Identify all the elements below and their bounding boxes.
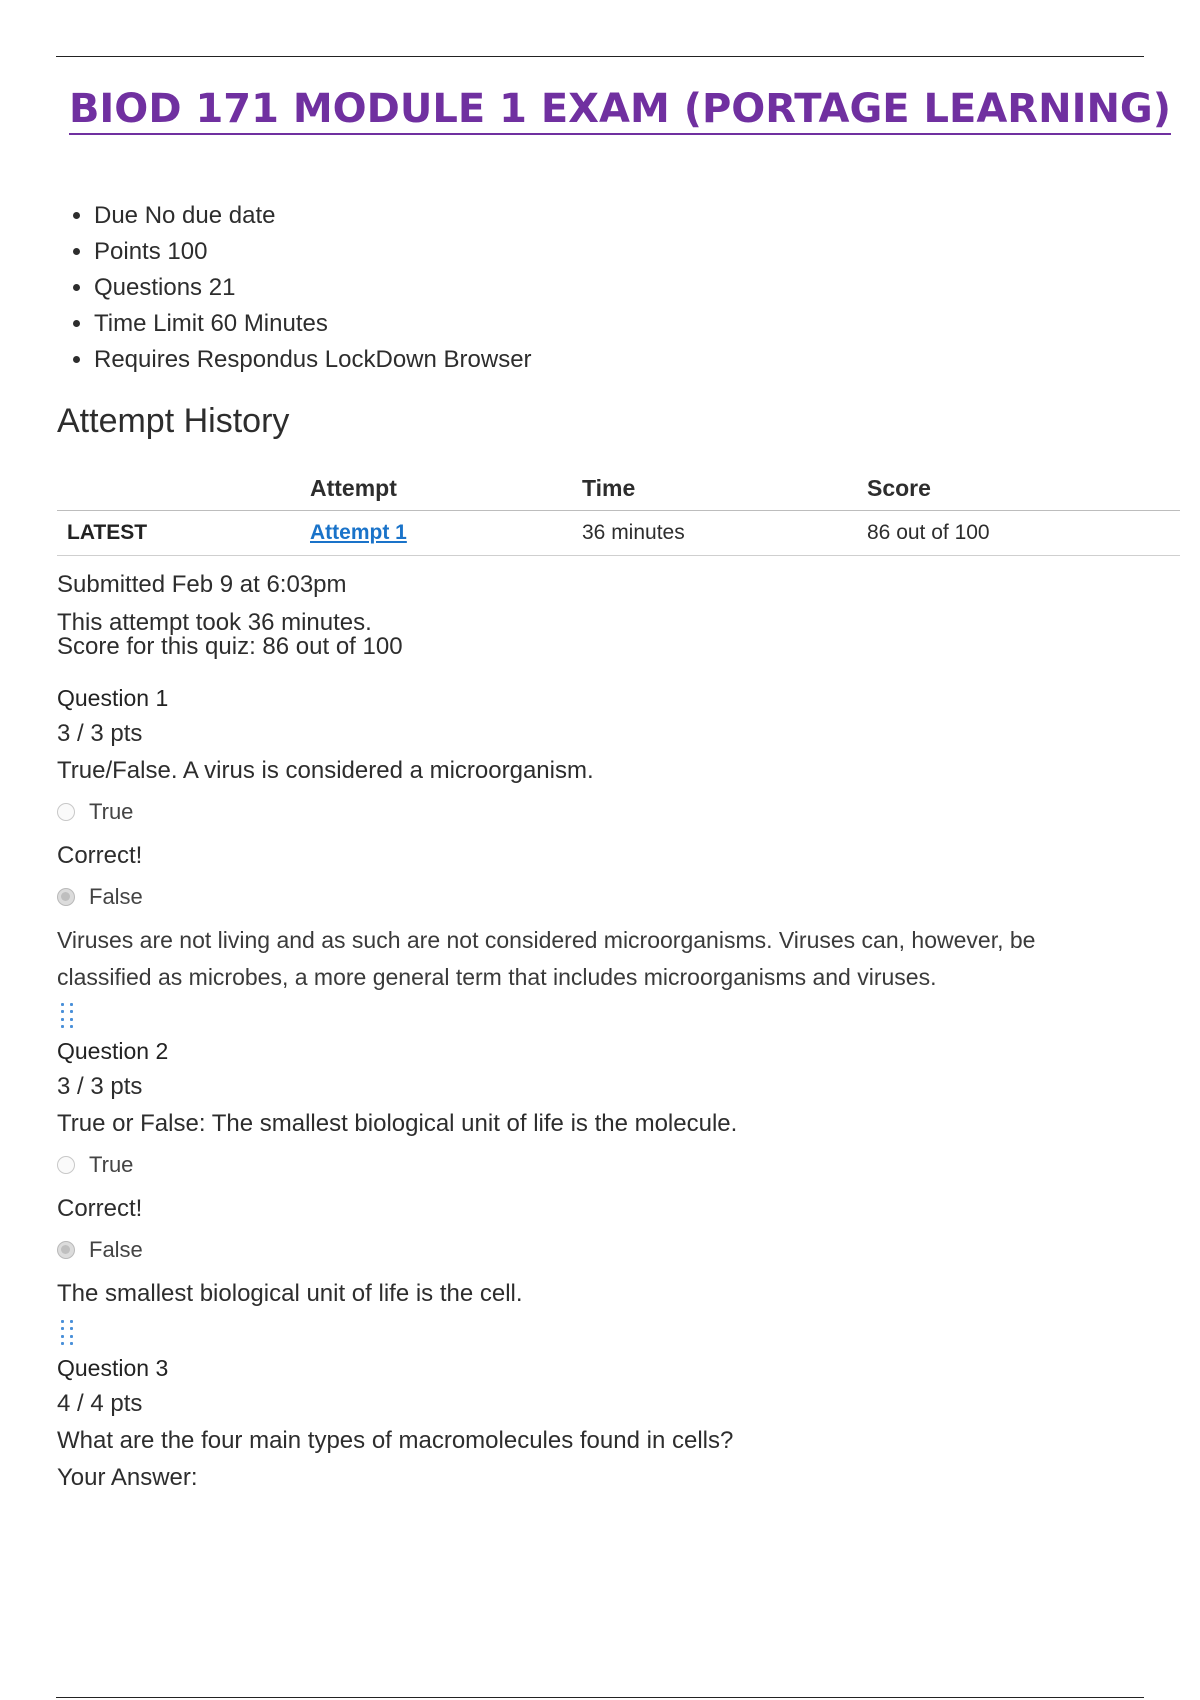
question-3-label: Question 3 (57, 1355, 169, 1381)
table-header-row (57, 470, 1180, 511)
question-1-points: 3 / 3 pts (57, 720, 143, 747)
option-label: False (89, 1237, 143, 1262)
option-label: True (89, 799, 134, 824)
option-label: True (89, 1152, 134, 1177)
points-item: • Points 100 (94, 234, 532, 270)
quiz-score-text: Score for this quiz: 86 out of 100 (57, 633, 403, 660)
question-1-explanation: Viruses are not living and as such are not considered microorganisms. Viruses can, however, be classified as microbes, a more general term that includes microorganisms and viruses. (57, 927, 1036, 990)
column-header-score: Score (867, 470, 1180, 511)
quiz-details-list (58, 198, 532, 378)
top-rule (56, 56, 1144, 57)
question-1-option-true[interactable] (57, 799, 133, 825)
question-2-points: 3 / 3 pts (57, 1073, 143, 1100)
questions-count-item: • Questions 21 (94, 270, 532, 306)
column-header-time: Time (582, 470, 867, 511)
attempt-time: 36 minutes (582, 511, 867, 556)
question-3-points: 4 / 4 pts (57, 1390, 143, 1417)
radio-selected-icon[interactable] (57, 1241, 75, 1259)
table-row (57, 511, 1180, 556)
question-2-option-true[interactable] (57, 1152, 133, 1178)
attempt-history-heading: Attempt History (57, 402, 290, 440)
submitted-text: Submitted Feb 9 at 6:03pm (57, 571, 347, 598)
attempt-score: 86 out of 100 (867, 511, 1180, 556)
lockdown-browser-item: • Requires Respondus LockDown Browser (94, 342, 532, 378)
radio-selected-icon[interactable] (57, 888, 75, 906)
duration-text: This attempt took 36 minutes. (57, 609, 372, 636)
question-2-text: True or False: The smallest biological unit of life is the molecule. (57, 1110, 738, 1137)
question-1-correct-label: Correct! (57, 842, 143, 869)
question-3-text: What are the four main types of macromolecules found in cells? (57, 1427, 734, 1454)
attempt-1-link[interactable]: Attempt 1 (310, 521, 407, 544)
question-1-text: True/False. A virus is considered a microorganism. (57, 757, 594, 784)
radio-icon[interactable] (57, 1156, 75, 1174)
latest-label: LATEST (57, 511, 310, 556)
attempt-history-table (57, 470, 1180, 556)
question-2-explanation: The smallest biological unit of life is the cell. (57, 1280, 523, 1307)
column-header-attempt: Attempt (310, 470, 582, 511)
option-label: False (89, 884, 143, 909)
question-2-label: Question 2 (57, 1038, 169, 1064)
column-header-blank (57, 470, 310, 511)
radio-icon[interactable] (57, 803, 75, 821)
page-title: BIOD 171 MODULE 1 EXAM (PORTAGE LEARNING) (0, 86, 1200, 132)
question-2-correct-label: Correct! (57, 1195, 143, 1222)
drag-handle-icon[interactable] (61, 1003, 75, 1029)
bottom-rule (56, 1697, 1144, 1698)
due-date-item: • Due No due date (94, 198, 532, 234)
drag-handle-icon[interactable] (61, 1320, 75, 1346)
time-limit-item: • Time Limit 60 Minutes (94, 306, 532, 342)
question-1-label: Question 1 (57, 685, 169, 711)
question-1-option-false[interactable] (57, 884, 143, 910)
question-3-answer-label: Your Answer: (57, 1464, 198, 1491)
question-2-option-false[interactable] (57, 1237, 143, 1263)
